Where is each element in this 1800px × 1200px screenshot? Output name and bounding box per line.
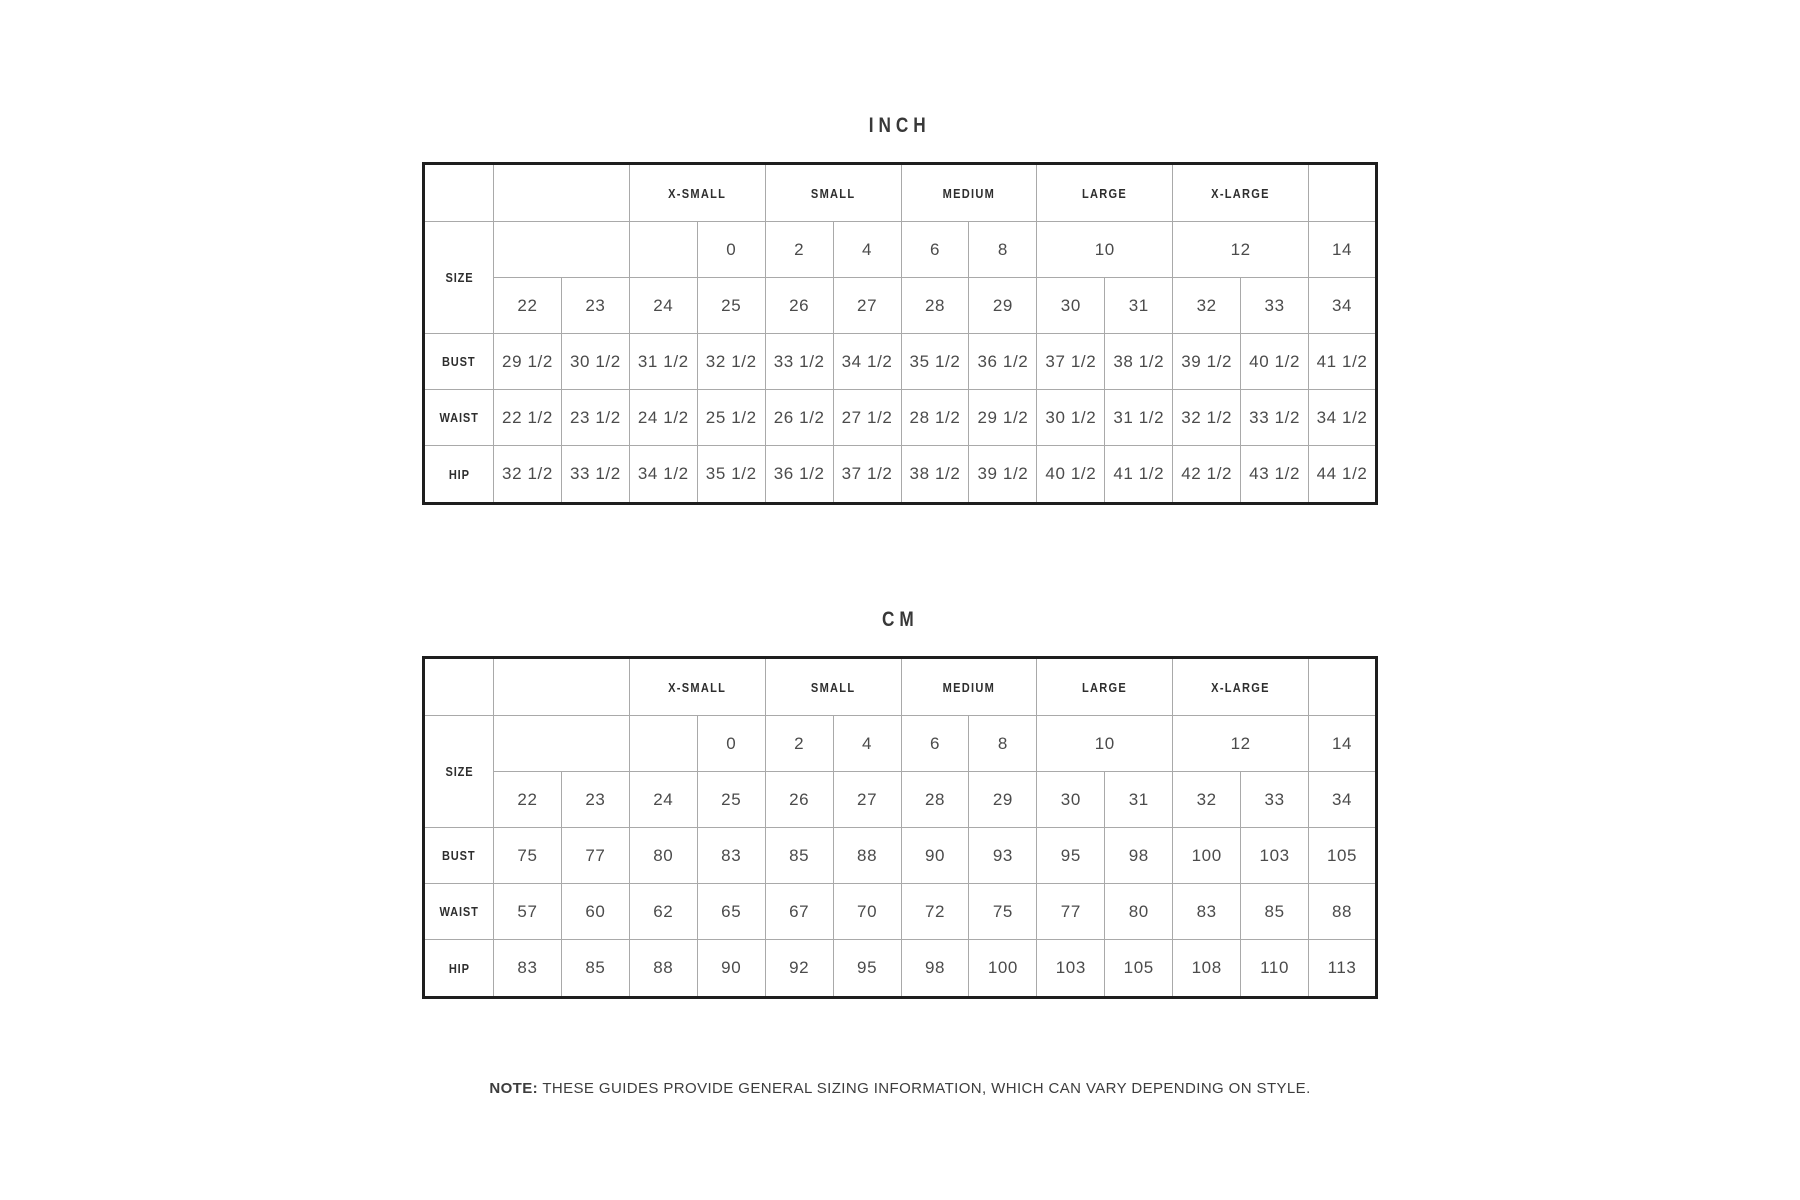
group-header-cell: [901, 164, 1037, 222]
measurement-value-cell: 39 1/2: [1173, 334, 1241, 390]
size-row-label-cell-text: SIZE: [445, 270, 473, 285]
size-alt-cell: 30: [1037, 278, 1105, 334]
group-header-cell: [1037, 164, 1173, 222]
size-number-cell: 0: [697, 222, 765, 278]
size-number-cell: 14: [1309, 222, 1377, 278]
group-header-cell-text: X-SMALL: [668, 679, 727, 695]
measurement-value-cell: 72: [901, 884, 969, 940]
measurement-value-cell: 100: [969, 940, 1037, 998]
group-header-cell-text: SMALL: [810, 185, 856, 201]
size-alt-cell: 30: [1037, 772, 1105, 828]
group-header-cell: [901, 658, 1037, 716]
measurement-value-cell: 75: [969, 884, 1037, 940]
group-header-cell: [1309, 164, 1377, 222]
measurement-label-cell: [424, 334, 494, 390]
size-number-cell: 2: [765, 716, 833, 772]
group-header-cell: [765, 164, 901, 222]
size-alt-cell: 28: [901, 278, 969, 334]
group-header-cell: [1173, 164, 1309, 222]
size-number-cell: 6: [901, 716, 969, 772]
measurement-value-cell: 32 1/2: [494, 446, 562, 504]
measurement-value-cell: 32 1/2: [1173, 390, 1241, 446]
group-header-cell-text: X-LARGE: [1211, 679, 1270, 695]
measurement-value-cell: 29 1/2: [969, 390, 1037, 446]
measurement-value-cell: 29 1/2: [494, 334, 562, 390]
group-header-cell-text: MEDIUM: [942, 185, 996, 201]
measurement-value-cell: 36 1/2: [765, 446, 833, 504]
note: [0, 1080, 1800, 1097]
size-alt-cell: 27: [833, 772, 901, 828]
size-alt-cell: 23: [561, 278, 629, 334]
size-number-cell: 12: [1173, 716, 1309, 772]
measurement-value-cell: 40 1/2: [1037, 446, 1105, 504]
measurement-value-cell: 34 1/2: [833, 334, 901, 390]
size-alt-cell: 22: [494, 278, 562, 334]
measurement-value-cell: 90: [697, 940, 765, 998]
measurement-value-cell: 77: [1037, 884, 1105, 940]
measurement-value-cell: 113: [1309, 940, 1377, 998]
measurement-value-cell: 43 1/2: [1241, 446, 1309, 504]
group-header-cell: [629, 658, 765, 716]
size-number-cell: 8: [969, 716, 1037, 772]
group-header-cell-text: X-SMALL: [668, 185, 727, 201]
measurement-value-cell: 34 1/2: [1309, 390, 1377, 446]
group-header-cell-text: SMALL: [810, 679, 856, 695]
measurement-value-cell: 95: [833, 940, 901, 998]
size-row-label-cell-text: SIZE: [445, 764, 473, 779]
measurement-value-cell: 35 1/2: [901, 334, 969, 390]
measurement-value-cell: 25 1/2: [697, 390, 765, 446]
size-number-cell: [494, 222, 630, 278]
measurement-value-cell: 41 1/2: [1105, 446, 1173, 504]
measurement-value-cell: 39 1/2: [969, 446, 1037, 504]
measurement-value-cell: 42 1/2: [1173, 446, 1241, 504]
measurement-value-cell: 34 1/2: [629, 446, 697, 504]
measurement-label-cell: [424, 446, 494, 504]
group-header-cell: [494, 164, 630, 222]
measurement-value-cell: 85: [561, 940, 629, 998]
measurement-value-cell: 88: [1309, 884, 1377, 940]
measurement-value-cell: 41 1/2: [1309, 334, 1377, 390]
measurement-label-cell-text: HIP: [448, 466, 470, 482]
measurement-value-cell: 37 1/2: [1037, 334, 1105, 390]
size-alt-cell: 33: [1241, 278, 1309, 334]
measurement-value-cell: 100: [1173, 828, 1241, 884]
size-number-cell: 10: [1037, 716, 1173, 772]
measurement-label-cell-text: BUST: [442, 848, 476, 863]
size-number-cell: 8: [969, 222, 1037, 278]
group-header-cell-text: LARGE: [1082, 679, 1128, 695]
measurement-value-cell: 88: [629, 940, 697, 998]
size-alt-cell: 26: [765, 772, 833, 828]
measurement-value-cell: 92: [765, 940, 833, 998]
size-number-cell: [629, 222, 697, 278]
size-alt-cell: 23: [561, 772, 629, 828]
measurement-value-cell: 37 1/2: [833, 446, 901, 504]
inch-size-table: [422, 162, 1378, 505]
size-alt-cell: 25: [697, 772, 765, 828]
size-number-cell: [494, 716, 630, 772]
group-header-cell-text: LARGE: [1082, 185, 1128, 201]
size-alt-cell: 33: [1241, 772, 1309, 828]
measurement-value-cell: 31 1/2: [629, 334, 697, 390]
measurement-value-cell: 80: [1105, 884, 1173, 940]
measurement-value-cell: 27 1/2: [833, 390, 901, 446]
measurement-value-cell: 30 1/2: [561, 334, 629, 390]
measurement-value-cell: 93: [969, 828, 1037, 884]
group-header-cell: [1173, 658, 1309, 716]
size-number-cell: 12: [1173, 222, 1309, 278]
measurement-value-cell: 85: [1241, 884, 1309, 940]
size-number-cell: 14: [1309, 716, 1377, 772]
measurement-value-cell: 35 1/2: [697, 446, 765, 504]
measurement-value-cell: 38 1/2: [901, 446, 969, 504]
group-header-cell-text: MEDIUM: [942, 679, 996, 695]
size-number-cell: [629, 716, 697, 772]
cm-size-table: [422, 656, 1378, 999]
measurement-value-cell: 31 1/2: [1105, 390, 1173, 446]
corner-cell: [424, 164, 494, 222]
size-alt-cell: 26: [765, 278, 833, 334]
measurement-value-cell: 95: [1037, 828, 1105, 884]
measurement-value-cell: 88: [833, 828, 901, 884]
measurement-value-cell: 83: [494, 940, 562, 998]
size-alt-cell: 31: [1105, 772, 1173, 828]
measurement-value-cell: 33 1/2: [1241, 390, 1309, 446]
size-number-cell: 2: [765, 222, 833, 278]
cm-table-title: [422, 608, 1378, 632]
size-row-label-cell: [424, 222, 494, 334]
measurement-value-cell: 90: [901, 828, 969, 884]
measurement-value-cell: 77: [561, 828, 629, 884]
measurement-label-cell-text: WAIST: [439, 410, 479, 425]
measurement-value-cell: 30 1/2: [1037, 390, 1105, 446]
measurement-value-cell: 70: [833, 884, 901, 940]
measurement-value-cell: 40 1/2: [1241, 334, 1309, 390]
size-alt-cell: 25: [697, 278, 765, 334]
measurement-value-cell: 103: [1241, 828, 1309, 884]
measurement-value-cell: 26 1/2: [765, 390, 833, 446]
size-alt-cell: 32: [1173, 772, 1241, 828]
size-alt-cell: 27: [833, 278, 901, 334]
inch-table-title: [422, 114, 1378, 138]
size-alt-cell: 28: [901, 772, 969, 828]
size-row-label-cell: [424, 716, 494, 828]
measurement-value-cell: 108: [1173, 940, 1241, 998]
note-body: THESE GUIDES PROVIDE GENERAL SIZING INFORMATION, WHICH CAN VARY DEPENDING ON STYLE.: [542, 1080, 1311, 1097]
group-header-cell: [1037, 658, 1173, 716]
measurement-value-cell: 85: [765, 828, 833, 884]
measurement-value-cell: 80: [629, 828, 697, 884]
measurement-label-cell: [424, 940, 494, 998]
measurement-value-cell: 98: [901, 940, 969, 998]
group-header-cell: [494, 658, 630, 716]
size-number-cell: 4: [833, 716, 901, 772]
inch-title-text: INCH: [869, 114, 931, 137]
measurement-value-cell: 33 1/2: [765, 334, 833, 390]
measurement-value-cell: 105: [1309, 828, 1377, 884]
measurement-value-cell: 38 1/2: [1105, 334, 1173, 390]
size-number-cell: 0: [697, 716, 765, 772]
measurement-value-cell: 57: [494, 884, 562, 940]
measurement-value-cell: 103: [1037, 940, 1105, 998]
measurement-label-cell: [424, 390, 494, 446]
group-header-cell: [765, 658, 901, 716]
size-number-cell: 6: [901, 222, 969, 278]
measurement-value-cell: 110: [1241, 940, 1309, 998]
size-alt-cell: 32: [1173, 278, 1241, 334]
measurement-value-cell: 83: [1173, 884, 1241, 940]
measurement-label-cell: [424, 828, 494, 884]
size-alt-cell: 29: [969, 772, 1037, 828]
group-header-cell-text: X-LARGE: [1211, 185, 1270, 201]
measurement-value-cell: 98: [1105, 828, 1173, 884]
measurement-label-cell: [424, 884, 494, 940]
measurement-value-cell: 65: [697, 884, 765, 940]
size-alt-cell: 31: [1105, 278, 1173, 334]
measurement-value-cell: 62: [629, 884, 697, 940]
cm-title-text: CM: [881, 608, 919, 631]
measurement-value-cell: 32 1/2: [697, 334, 765, 390]
measurement-label-cell-text: HIP: [448, 960, 470, 976]
measurement-value-cell: 60: [561, 884, 629, 940]
note-label: NOTE:: [489, 1080, 539, 1097]
measurement-value-cell: 23 1/2: [561, 390, 629, 446]
cm-section: [422, 608, 1378, 999]
group-header-cell: [1309, 658, 1377, 716]
measurement-value-cell: 83: [697, 828, 765, 884]
measurement-value-cell: 36 1/2: [969, 334, 1037, 390]
measurement-value-cell: 24 1/2: [629, 390, 697, 446]
size-number-cell: 10: [1037, 222, 1173, 278]
measurement-value-cell: 22 1/2: [494, 390, 562, 446]
measurement-value-cell: 75: [494, 828, 562, 884]
size-alt-cell: 24: [629, 278, 697, 334]
measurement-label-cell-text: WAIST: [439, 904, 479, 919]
size-number-cell: 4: [833, 222, 901, 278]
measurement-value-cell: 105: [1105, 940, 1173, 998]
measurement-value-cell: 33 1/2: [561, 446, 629, 504]
measurement-label-cell-text: BUST: [442, 354, 476, 369]
measurement-value-cell: 67: [765, 884, 833, 940]
size-alt-cell: 29: [969, 278, 1037, 334]
measurement-value-cell: 44 1/2: [1309, 446, 1377, 504]
measurement-value-cell: 28 1/2: [901, 390, 969, 446]
inch-section: [422, 114, 1378, 505]
group-header-cell: [629, 164, 765, 222]
size-alt-cell: 34: [1309, 278, 1377, 334]
size-alt-cell: 34: [1309, 772, 1377, 828]
size-alt-cell: 24: [629, 772, 697, 828]
corner-cell: [424, 658, 494, 716]
size-alt-cell: 22: [494, 772, 562, 828]
